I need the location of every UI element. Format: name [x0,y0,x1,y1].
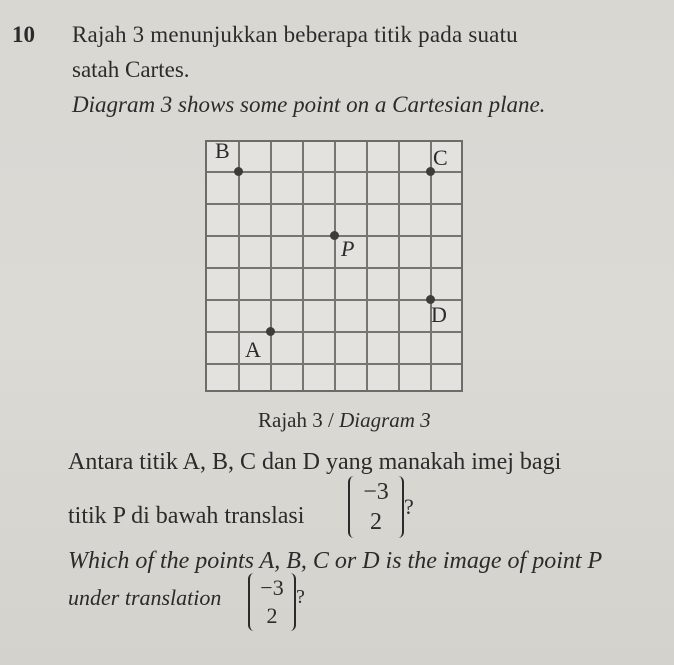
point-a-label: A [245,337,261,362]
cartesian-grid [205,140,463,392]
point-b-dot [234,167,243,176]
question-number: 10 [12,22,35,47]
ask-malay-line1 [68,449,561,476]
question-mark-malay: ? [404,494,414,519]
vector-bottom: 2 [370,509,382,535]
point-p-label: P [341,236,355,261]
grid-line [207,331,461,333]
grid-line [238,142,240,390]
grid-line [207,267,461,269]
grid-line [430,142,432,390]
vector-top: −3 [363,479,389,505]
translation-vector-malay [348,476,404,538]
question-mark-english: ? [296,586,305,608]
ask-malay-prefix: titik P di bawah translasi [68,503,305,529]
grid-line [207,363,461,365]
caption-malay: Rajah 3 / [258,408,340,432]
point-c-label: C [433,145,448,170]
point-d-label: D [431,302,447,327]
translation-vector-english [248,573,296,631]
ask-english-line1: Which of the points A, B, C or D is the image of point P [68,548,603,574]
grid-line [207,171,461,173]
grid-line [207,299,461,301]
ask-malay-text: Antara titik A, B, C dan D yang manakah imej bagi [68,449,562,475]
diagram-caption [258,408,431,433]
grid-line [302,142,304,390]
grid-line [398,142,400,390]
question-text-malay-line1: Rajah 3 menunjukkan beberapa titik pada suatu [72,22,518,47]
vector-bottom: 2 [266,603,278,628]
grid-line [366,142,368,390]
question-text-english: Diagram 3 shows some point on a Cartesian plane. [72,92,546,117]
caption-english: Diagram 3 [339,408,431,432]
grid-line [334,142,336,390]
point-b-label: B [215,138,230,163]
grid-line [207,203,461,205]
ask-english-prefix: under translation [68,585,222,610]
ask-malay-line2 [68,503,304,530]
grid-line [270,142,272,390]
question-text-malay-line2: satah Cartes. [72,57,190,82]
point-a-dot [266,327,275,336]
point-p-dot [330,231,339,240]
vector-top: −3 [260,575,284,600]
